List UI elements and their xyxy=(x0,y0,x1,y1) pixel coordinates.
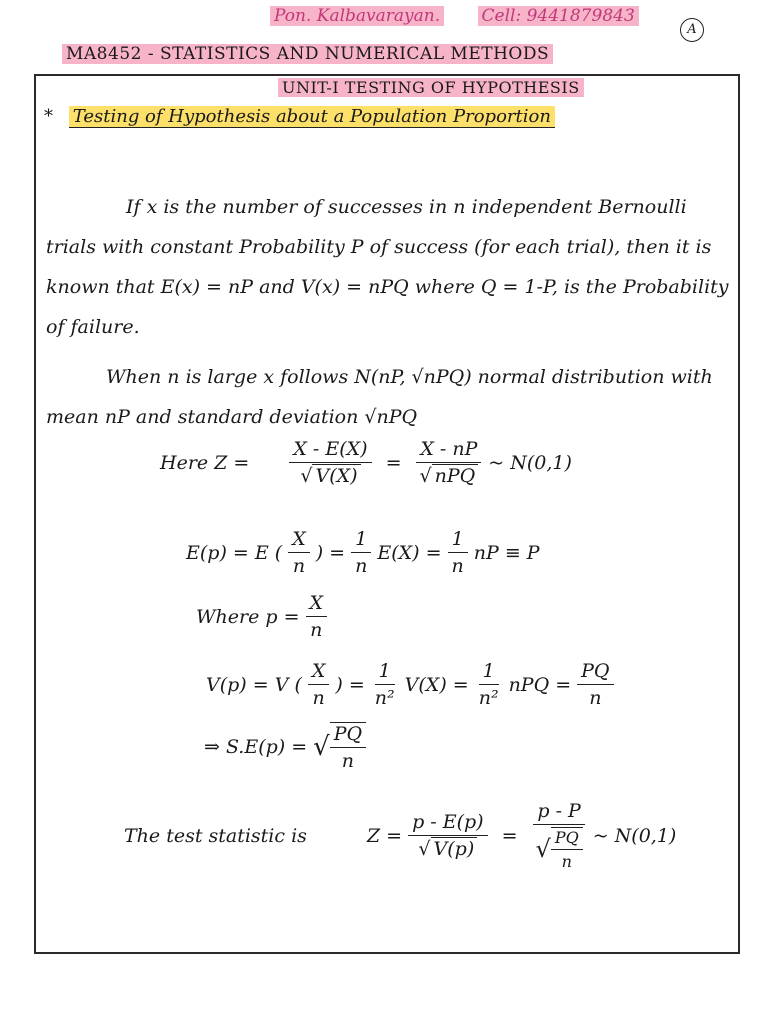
paragraph-normal-approx: When n is large x follows N(nP, √nPQ) normal distribution with mean nP and standard deviation √nPQ xyxy=(46,366,713,428)
eq-z-lhs: Here Z = xyxy=(160,451,250,474)
topic-heading xyxy=(44,106,555,127)
eq-ep-frac2: $\frac{1}{n}$ xyxy=(351,528,371,577)
eq-vp-frac1: $\frac{X}{n}$ xyxy=(308,660,330,709)
eq-test-label: The test statistic is xyxy=(124,824,307,847)
eq-vp-mid3: nPQ = xyxy=(508,673,572,696)
equation-variance xyxy=(206,660,620,709)
eq-vp-frac2: $\frac{1}{\text{n²}}$ xyxy=(374,660,395,709)
eq-vp-frac3: $\frac{1}{\text{n²}}$ xyxy=(478,660,499,709)
author-name: Pon. Kalbavarayan. xyxy=(270,6,444,26)
equation-expectation xyxy=(186,528,540,577)
unit-title: UNIT-I TESTING OF HYPOTHESIS xyxy=(278,78,584,97)
equation-z xyxy=(160,438,572,487)
eq-ep-rhs: nP ≡ P xyxy=(473,541,540,564)
author-line xyxy=(270,6,667,26)
eq-test-equals: = xyxy=(501,824,518,847)
eq-z-frac2 xyxy=(416,438,483,487)
equation-where-p xyxy=(196,592,333,641)
eq-se-lhs: ⇒ S.E(p) = xyxy=(204,736,308,758)
eq-z-frac1-den: √ V(X) xyxy=(296,463,364,487)
topic-marker: * xyxy=(44,106,53,127)
eq-z-frac1-num: X - E(X) xyxy=(289,438,371,463)
equation-test-statistic xyxy=(124,800,676,871)
eq-z-frac2-den: √ nPQ xyxy=(416,463,483,487)
eq-vp-lhs: V(p) = V ( xyxy=(206,673,302,696)
eq-test-frac2: p - P √ $\frac{PQ}{n}$ xyxy=(532,800,587,871)
eq-z-frac2-num: X - nP xyxy=(416,438,481,463)
eq-ep-frac1: $\frac{X}{n}$ xyxy=(288,528,310,577)
eq-where-frac: $\frac{X}{n}$ xyxy=(306,592,328,641)
eq-test-lhs: Z = xyxy=(366,824,403,847)
eq-se-frac: $\frac{PQ}{n}$ xyxy=(330,722,366,772)
eq-ep-mid: ) = xyxy=(315,541,346,564)
eq-z-rhs: ~ N(0,1) xyxy=(488,451,572,474)
eq-test-rhs: ~ N(0,1) xyxy=(592,824,677,847)
course-title: MA8452 - STATISTICS AND NUMERICAL METHODS xyxy=(62,44,553,64)
eq-test-frac1: $\frac{p - E(p)}{√ V(p)}$ xyxy=(408,811,488,860)
topic-text: Testing of Hypothesis about a Population Proportion xyxy=(69,106,555,128)
eq-ep-mid2: E(X) = xyxy=(377,541,442,564)
paragraph-bernoulli: If x is the number of successes in n independent Bernoulli trials with constant Probability P of success (for each trial), then it is known that E(x) = nP and V(x) = nPQ where Q = 1-P, is the Probability of failure. xyxy=(46,196,729,338)
equation-standard-error: ⇒ S.E(p) = √ $\frac{PQ}{n}$ xyxy=(204,722,372,772)
eq-ep-lhs: E(p) = E ( xyxy=(186,541,283,564)
eq-z-frac1 xyxy=(289,438,371,487)
phone-number: Cell: 9441879843 xyxy=(478,6,639,26)
page-label: A xyxy=(680,18,704,42)
eq-z-equals: = xyxy=(385,451,402,474)
eq-vp-mid: ) = xyxy=(335,673,365,696)
eq-ep-frac3: $\frac{1}{n}$ xyxy=(448,528,468,577)
eq-vp-frac4: $\frac{PQ}{n}$ xyxy=(577,660,613,709)
eq-where-lhs: Where p = xyxy=(196,605,300,628)
eq-vp-mid2: V(X) = xyxy=(404,673,469,696)
